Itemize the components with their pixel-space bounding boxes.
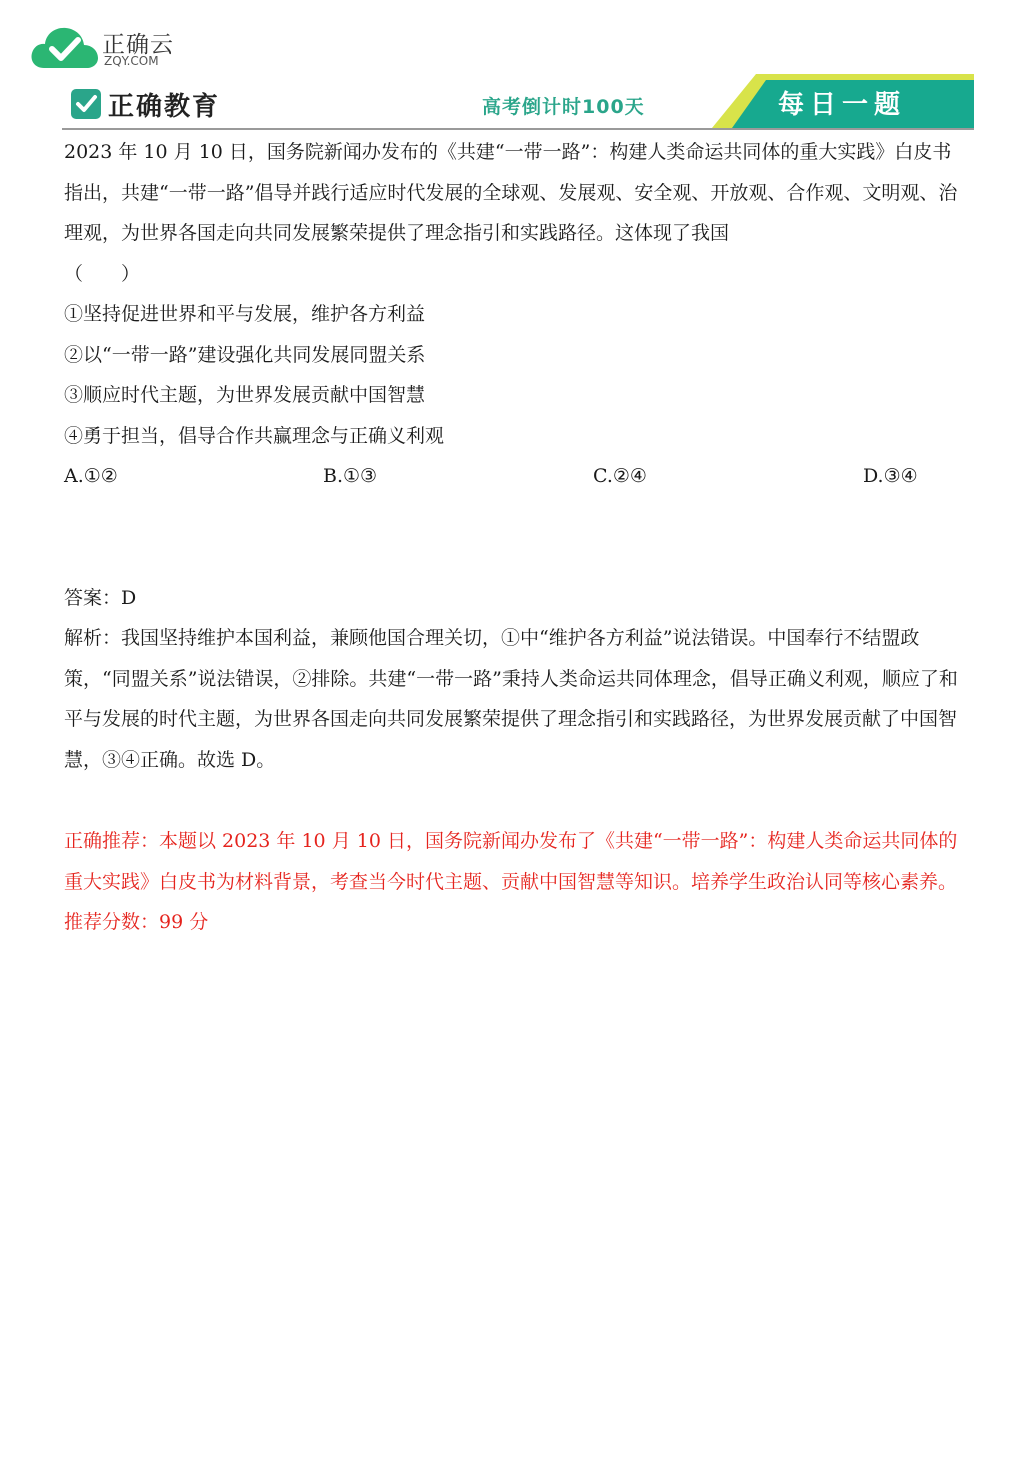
statement-3: ③顺应时代主题，为世界发展贡献中国智慧 (64, 384, 426, 406)
header-divider (62, 128, 974, 130)
recommend-score: 推荐分数：99 分 (64, 911, 209, 933)
answer-blank: （ ） (64, 262, 141, 285)
option-row (64, 456, 970, 497)
recommend-text: 正确推荐：本题以 2023 年 10 月 10 日，国务院新闻办发布了《共建“一带一路”：构建人类命运共同体的重大实践》白皮书为材料背景，考查当今时代主题、贡献中国智慧等知识。培养学生政治认同等核心素养。 (64, 830, 958, 893)
page-header (62, 74, 974, 130)
answer-line: 答案：D (64, 586, 137, 609)
option-c: C.②④ (593, 465, 647, 487)
analysis-text: 解析：我国坚持维护本国利益，兼顾他国合理关切，①中“维护各方利益”说法错误。中国奉行不结盟政策，“同盟关系”说法错误，②排除。共建“一带一路”秉持人类命运共同体理念，倡导正确义利观，顺应了和平与发展的时代主题，为世界各国走向共同发展繁荣提供了理念指引和实践路径，为世界发展贡献了中国智慧，③④正确。故选 D。 (64, 627, 958, 771)
daily-label: 每日一题 (778, 90, 907, 120)
edu-title: 正确教育 (108, 92, 221, 122)
question-stem: 2023 年 10 月 10 日，国务院新闻办发布的《共建“一带一路”：构建人类命运共同体的重大实践》白皮书指出，共建“一带一路”倡导并践行适应时代发展的全球观、发展观、安全观、开放观、合作观、文明观、治理观，为世界各国走向共同发展繁荣提供了理念指引和实践路径。这体现了我国 (64, 141, 958, 244)
option-a: A.①② (64, 465, 118, 487)
zqy-logo (30, 20, 210, 74)
option-b: B.①③ (323, 465, 378, 487)
statement-1: ①坚持促进世界和平与发展，维护各方利益 (64, 303, 426, 325)
statement-4: ④勇于担当，倡导合作共赢理念与正确义利观 (64, 424, 445, 447)
cloud-check-icon (30, 24, 100, 72)
option-d: D.③④ (863, 465, 918, 487)
brand-name: 正确云 (102, 32, 174, 58)
countdown-text: 高考倒计时100天 (482, 96, 645, 118)
statement-2: ②以“一带一路”建设强化共同发展同盟关系 (64, 343, 426, 366)
check-icon (70, 88, 102, 120)
question-content (64, 132, 970, 943)
brand-domain: ZQY.COM (104, 54, 159, 68)
